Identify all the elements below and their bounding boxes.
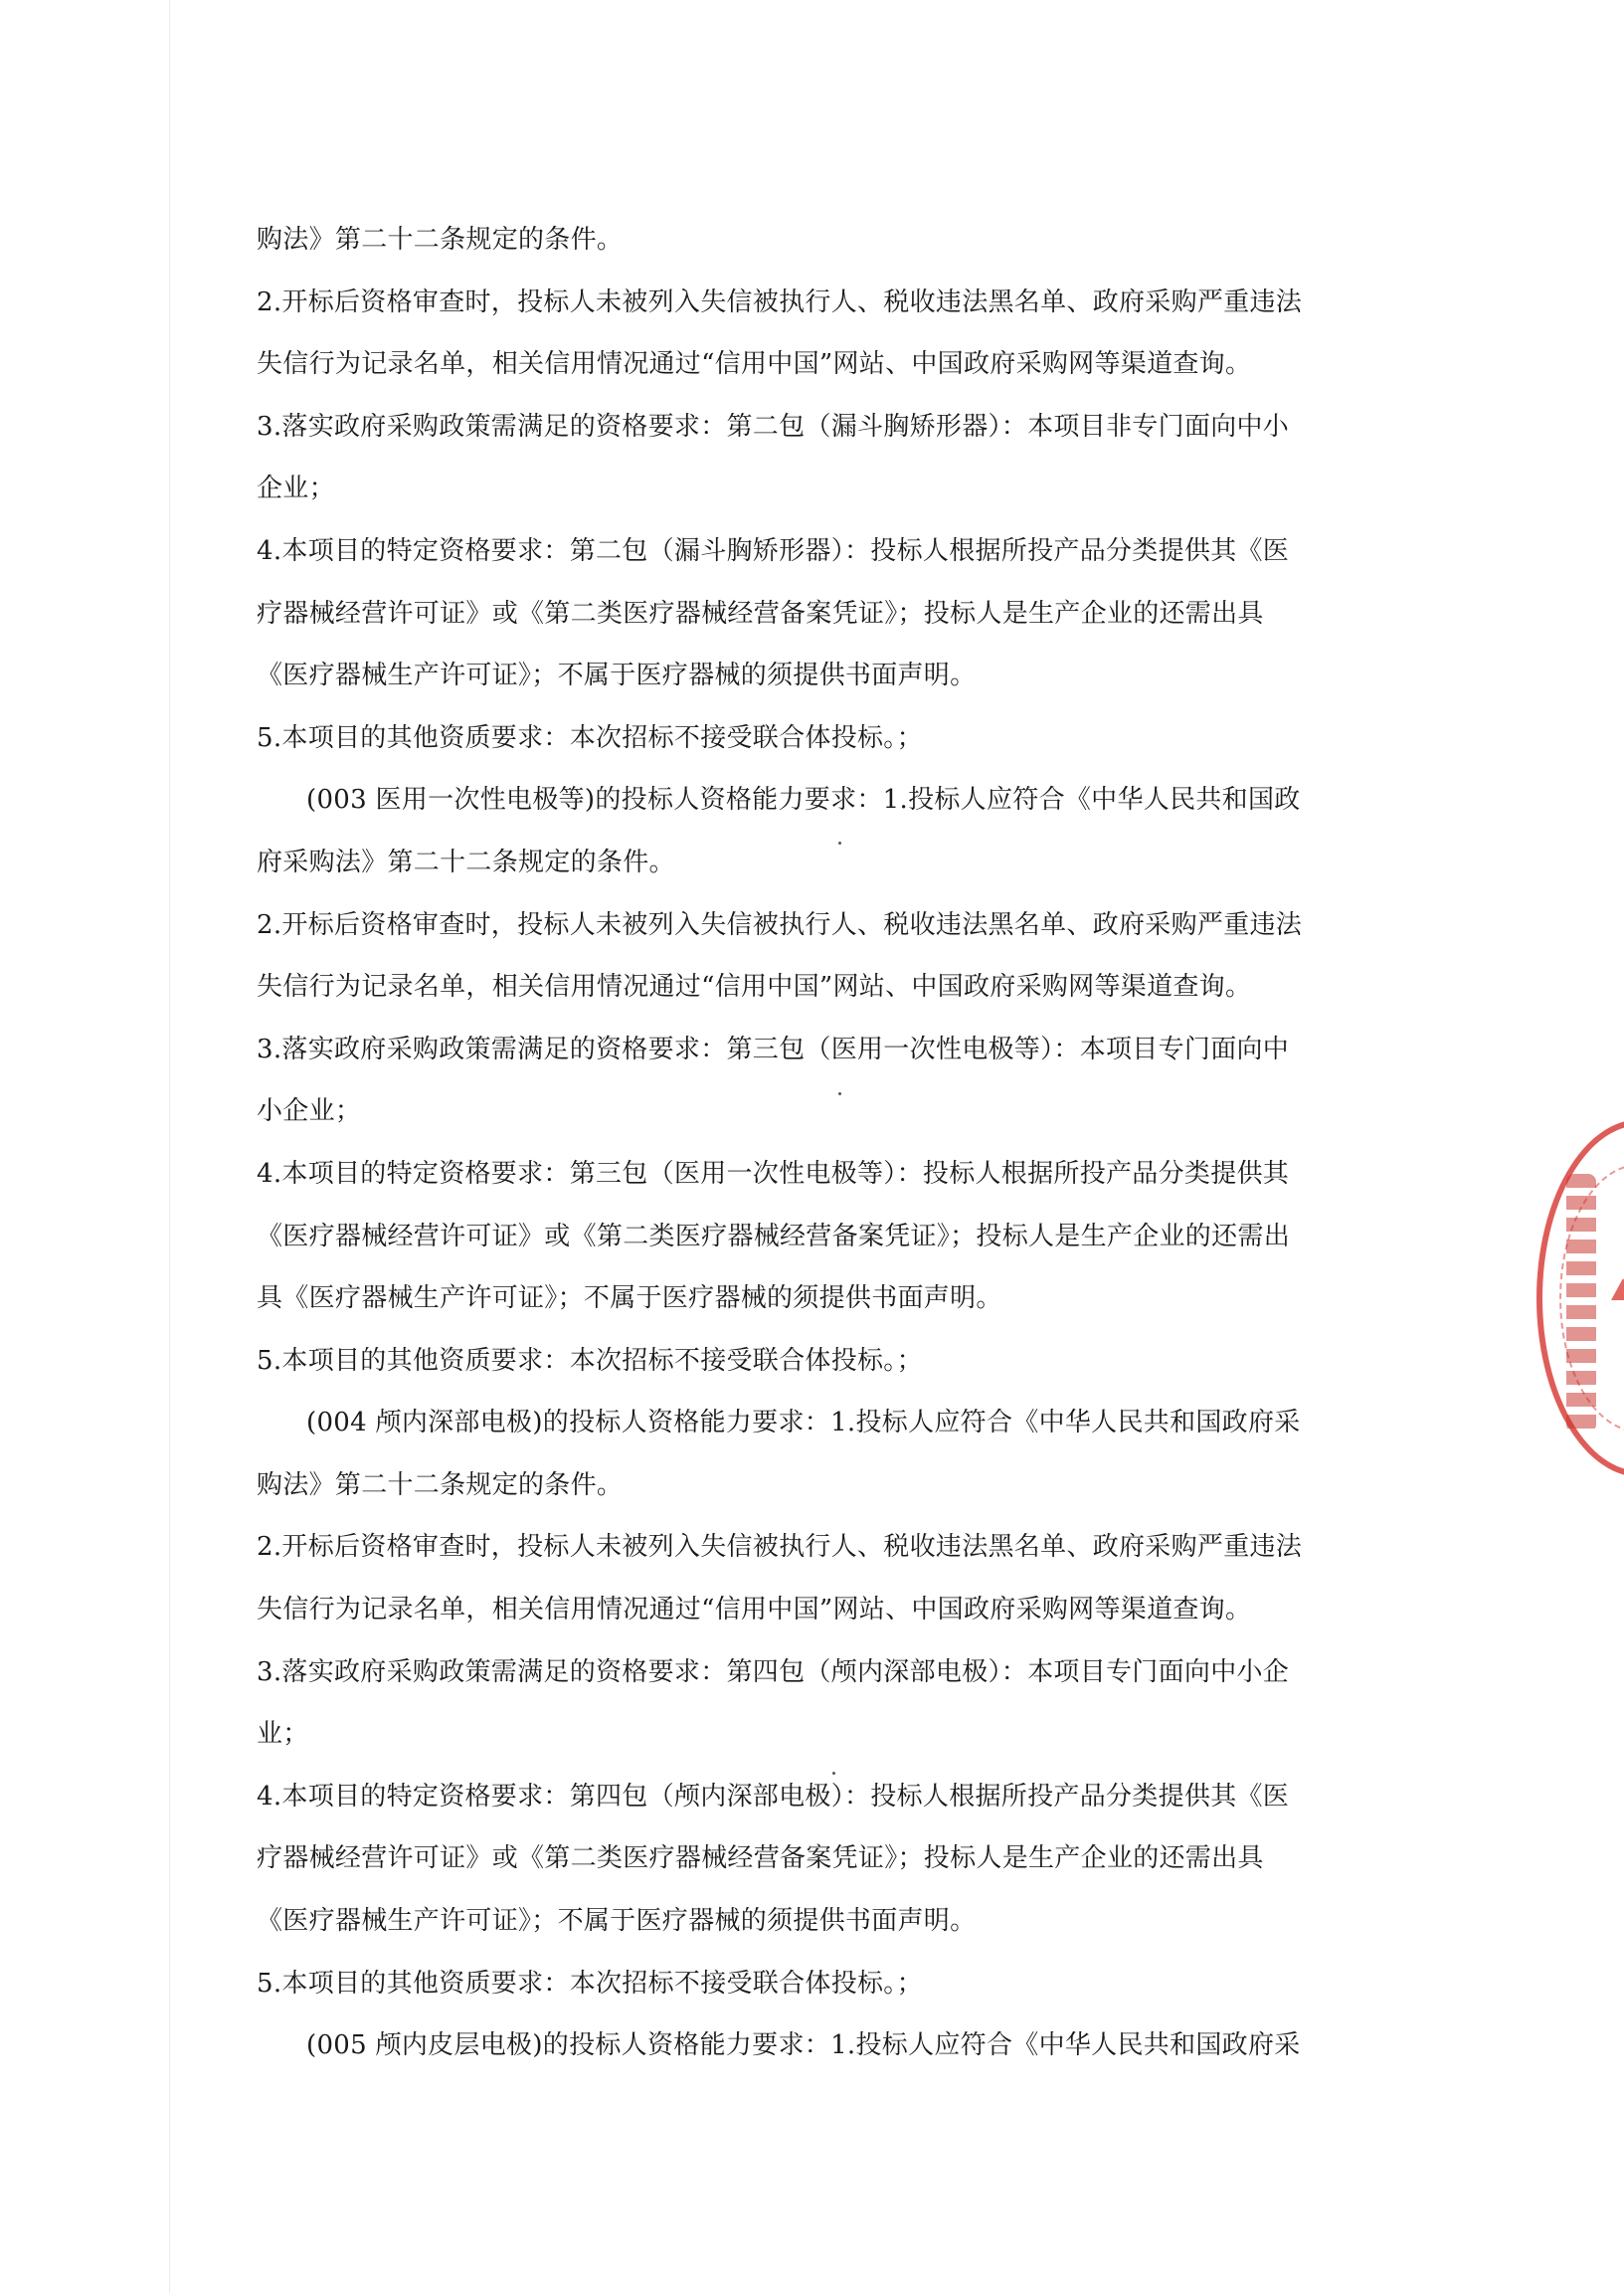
page-edge <box>169 0 170 2293</box>
text-line: 失信行为记录名单，相关信用情况通过“信用中国”网站、中国政府采购网等渠道查询。 <box>257 972 1252 1003</box>
text-line: 小企业； <box>257 1096 362 1127</box>
scan-speck <box>838 1092 841 1095</box>
text-line: 2.开标后资格审查时，投标人未被列入失信被执行人、税收违法黑名单、政府采购严重违法 <box>257 1532 1303 1563</box>
text-line: 4.本项目的特定资格要求：第四包（颅内深部电极）：投标人根据所投产品分类提供其《医 <box>257 1781 1290 1812</box>
text-line: 3.落实政府采购政策需满足的资格要求：第二包（漏斗胸矫形器）：本项目非专门面向中小 <box>257 411 1290 442</box>
text-line: 失信行为记录名单，相关信用情况通过“信用中国”网站、中国政府采购网等渠道查询。 <box>257 1595 1252 1625</box>
text-line: (003 医用一次性电极等)的投标人资格能力要求：1.投标人应符合《中华人民共和国政 <box>306 785 1301 816</box>
text-line: 府采购法》第二十二条规定的条件。 <box>257 847 675 877</box>
text-line: 4.本项目的特定资格要求：第二包（漏斗胸矫形器）：投标人根据所投产品分类提供其《医 <box>257 535 1290 566</box>
text-line: (005 颅内皮层电极)的投标人资格能力要求：1.投标人应符合《中华人民共和国政府采 <box>306 2030 1301 2061</box>
text-line: 5.本项目的其他资质要求：本次招标不接受联合体投标。； <box>257 1968 923 1999</box>
text-line: 具《医疗器械生产许可证》；不属于医疗器械的须提供书面声明。 <box>257 1283 1002 1314</box>
text-line: 《医疗器械经营许可证》或《第二类医疗器械经营备案凭证》；投标人是生产企业的还需出 <box>257 1221 1291 1251</box>
text-line: 企业； <box>257 474 335 504</box>
text-line: 购法》第二十二条规定的条件。 <box>257 1469 624 1500</box>
text-line: (004 颅内深部电极)的投标人资格能力要求：1.投标人应符合《中华人民共和国政府采 <box>306 1408 1301 1438</box>
text-line: 5.本项目的其他资质要求：本次招标不接受联合体投标。； <box>257 1345 923 1376</box>
text-line: 购法》第二十二条规定的条件。 <box>257 225 624 255</box>
text-line: 失信行为记录名单，相关信用情况通过“信用中国”网站、中国政府采购网等渠道查询。 <box>257 349 1252 380</box>
text-line: 疗器械经营许可证》或《第二类医疗器械经营备案凭证》；投标人是生产企业的还需出具 <box>257 1843 1264 1874</box>
text-line: 3.落实政府采购政策需满足的资格要求：第四包（颅内深部电极）：本项目专门面向中小企 <box>257 1656 1290 1687</box>
seal-star-icon <box>1611 1278 1624 1300</box>
scan-speck <box>832 1772 835 1775</box>
text-line: 疗器械经营许可证》或《第二类医疗器械经营备案凭证》；投标人是生产企业的还需出具 <box>257 598 1264 629</box>
text-line: 2.开标后资格审查时，投标人未被列入失信被执行人、税收违法黑名单、政府采购严重违法 <box>257 287 1303 317</box>
text-line: 5.本项目的其他资质要求：本次招标不接受联合体投标。； <box>257 722 923 753</box>
text-line: 《医疗器械生产许可证》；不属于医疗器械的须提供书面声明。 <box>257 661 977 691</box>
text-line: 业； <box>257 1719 309 1750</box>
text-line: 2.开标后资格审查时，投标人未被列入失信被执行人、税收违法黑名单、政府采购严重违法 <box>257 909 1303 940</box>
text-line: 3.落实政府采购政策需满足的资格要求：第三包（医用一次性电极等）：本项目专门面向中 <box>257 1034 1290 1064</box>
text-line: 《医疗器械生产许可证》；不属于医疗器械的须提供书面声明。 <box>257 1906 977 1937</box>
scan-speck <box>838 842 841 845</box>
seal-text-mark <box>1566 1174 1596 1433</box>
text-line: 4.本项目的特定资格要求：第三包（医用一次性电极等）：投标人根据所投产品分类提供其 <box>257 1158 1290 1189</box>
document-body <box>257 209 1375 2077</box>
